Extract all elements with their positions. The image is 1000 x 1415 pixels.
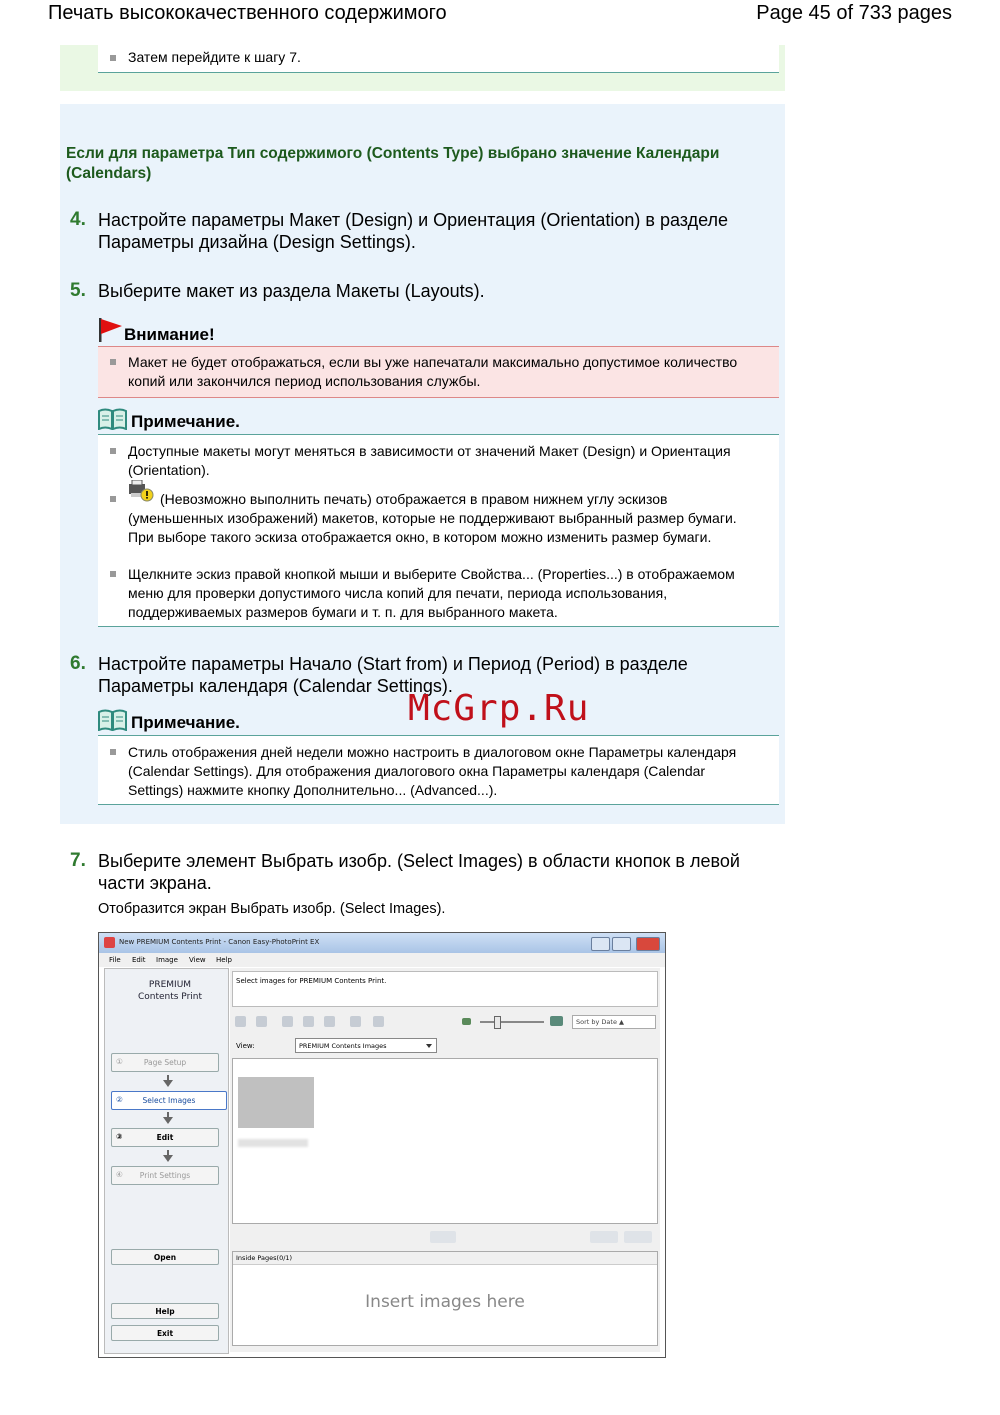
app-icon: [104, 937, 115, 948]
toolbar-icon[interactable]: [373, 1016, 384, 1027]
sort-label: Sort by Date ▲: [576, 1018, 625, 1026]
down-arrow-icon: [163, 1080, 173, 1087]
instruction-text: Select images for PREMIUM Contents Print.: [236, 977, 387, 985]
gallery-action-bar: [232, 1228, 656, 1246]
down-arrow-icon: [163, 1117, 173, 1124]
inside-pages-area[interactable]: [232, 1251, 658, 1346]
step-7-text: Выберите элемент Выбрать изобр. (Select Images) в области кнопок в левой части экрана.: [98, 851, 740, 893]
print-settings-button[interactable]: [111, 1166, 219, 1185]
step-4: [70, 209, 758, 253]
warning-title: Внимание!: [124, 325, 215, 344]
image-gallery[interactable]: [232, 1058, 658, 1224]
edit-button[interactable]: [111, 1128, 219, 1147]
top-note-box: [98, 45, 779, 73]
step-4-number: 4.: [70, 209, 86, 230]
step-5-number: 5.: [70, 280, 86, 301]
bullet-icon: [110, 55, 116, 61]
menu-bar: [99, 953, 665, 967]
step-button-pane: [104, 968, 229, 1354]
toolbar-icon[interactable]: [235, 1016, 246, 1027]
image-selection-pane: [230, 968, 660, 1352]
warning-flag-icon: [98, 318, 124, 342]
maximize-button[interactable]: [612, 937, 631, 951]
view-dropdown[interactable]: [295, 1038, 437, 1053]
thumbnail-caption: [238, 1139, 308, 1147]
open-label: Open: [153, 1253, 177, 1262]
exit-button[interactable]: [111, 1325, 219, 1341]
window-titlebar: [99, 933, 665, 953]
note-1-box: [98, 434, 779, 627]
note-2-box: [98, 735, 779, 805]
note-1-item-3: Щелкните эскиз правой кнопкой мыши и выберите Свойства... (Properties...) в отображаемом меню для проверки допустимого числа копий для печати, периода использования, поддерживаемых размеров бумаги и т. п. для выбранного макета.: [128, 565, 748, 622]
menu-view[interactable]: View: [189, 956, 206, 964]
warning-text: Макет не будет отображаться, если вы уже напечатали максимально допустимое количество копий или закончился период использования службы.: [128, 353, 748, 391]
toolbar-icon[interactable]: [256, 1016, 267, 1027]
note-1-item-2: [128, 490, 748, 547]
app-screenshot: [98, 932, 666, 1358]
menu-help[interactable]: Help: [216, 956, 232, 964]
note-1-item-1: Доступные макеты могут меняться в зависимости от значений Макет (Design) и Ориентация (Orientation).: [128, 442, 748, 480]
view-value: PREMIUM Contents Images: [299, 1042, 387, 1050]
insert-images-hint: Insert images here: [365, 1292, 525, 1312]
warning-box: [98, 346, 779, 398]
thumbnail-size-slider[interactable]: [480, 1021, 544, 1023]
toolbar-icon[interactable]: [350, 1016, 361, 1027]
step-7-number: 7.: [70, 850, 86, 871]
page-setup-label: Page Setup: [143, 1058, 187, 1067]
select-images-number: ②: [116, 1095, 123, 1104]
logo-line-1: PREMIUM: [148, 980, 192, 990]
instruction-area: [232, 971, 658, 1007]
condition-heading: Если для параметра Тип содержимого (Contents Type) выбрано значение Календари (Calendars): [66, 145, 720, 182]
toolbar-icon[interactable]: [303, 1016, 314, 1027]
print-settings-number: ④: [116, 1170, 123, 1179]
top-note-text: Затем перейдите к шагу 7.: [128, 49, 301, 65]
note-book-icon: [98, 709, 127, 731]
large-image-icon: [550, 1016, 563, 1026]
toolbar-icon[interactable]: [282, 1016, 293, 1027]
inside-pages-header: [233, 1252, 657, 1265]
note-2-title: Примечание.: [131, 713, 240, 732]
step-6-text: Настройте параметры Начало (Start from) и Период (Period) в разделе Параметры календаря (Calendar Settings).: [98, 654, 688, 696]
help-button[interactable]: [111, 1303, 219, 1319]
image-thumbnail[interactable]: [238, 1077, 314, 1128]
down-arrow-icon: [163, 1155, 173, 1162]
step-7: [70, 850, 758, 894]
menu-file[interactable]: File: [109, 956, 121, 964]
app-logo: [125, 979, 215, 1003]
remove-button[interactable]: [624, 1231, 652, 1243]
rotate-button[interactable]: [430, 1231, 456, 1243]
close-button[interactable]: [636, 937, 660, 951]
add-button[interactable]: [590, 1231, 618, 1243]
watermark: McGrp.Ru: [408, 688, 590, 729]
print-settings-label: Print Settings: [139, 1171, 191, 1180]
page-setup-number: ①: [116, 1057, 123, 1066]
select-images-button[interactable]: [111, 1091, 227, 1110]
note-1-item-2-text: (Невозможно выполнить печать) отображается в правом нижнем углу эскизов (уменьшенных изображений) макетов, которые не поддерживают выбранный размер бумаги. При выборе такого эскиза отображается окно, в котором можно изменить размер бумаги.: [128, 491, 737, 545]
page-header-title: Печать высококачественного содержимого: [48, 2, 447, 24]
step-5: [70, 280, 758, 302]
minimize-button[interactable]: [591, 937, 610, 951]
edit-label: Edit: [156, 1133, 174, 1142]
menu-image[interactable]: Image: [156, 956, 178, 964]
page-setup-button[interactable]: [111, 1053, 219, 1072]
step-4-text: Настройте параметры Макет (Design) и Ориентация (Orientation) в разделе Параметры дизайна (Design Settings).: [98, 210, 729, 252]
page-number: Page 45 of 733 pages: [756, 2, 952, 24]
view-label: View:: [236, 1042, 255, 1050]
edit-number: ③: [116, 1132, 123, 1141]
inside-pages-label: Inside Pages(0/1): [236, 1254, 293, 1262]
help-label: Help: [155, 1307, 175, 1316]
select-images-label: Select Images: [142, 1096, 196, 1105]
exit-label: Exit: [156, 1329, 174, 1338]
step-7-subtext: Отобразится экран Выбрать изобр. (Select Images).: [98, 901, 446, 917]
window-title: New PREMIUM Contents Print - Canon Easy-PhotoPrint EX: [119, 938, 320, 946]
logo-line-2: Contents Print: [137, 992, 203, 1002]
small-image-icon: [462, 1018, 471, 1025]
note-1-title: Примечание.: [131, 412, 240, 431]
open-button[interactable]: [111, 1249, 219, 1265]
note-2-item-1: Стиль отображения дней недели можно настроить в диалоговом окне Параметры календаря (Calendar Settings). Для отображения диалогового окна Параметры календаря (Calendar Settings) нажмите кнопку Дополнительно... (Advanced...).: [128, 743, 748, 800]
step-5-text: Выберите макет из раздела Макеты (Layouts).: [98, 281, 485, 301]
note-book-icon: [98, 408, 127, 430]
step-6-number: 6.: [70, 653, 86, 674]
sort-dropdown[interactable]: [572, 1015, 656, 1029]
menu-edit[interactable]: Edit: [132, 956, 146, 964]
toolbar-icon[interactable]: [324, 1016, 335, 1027]
